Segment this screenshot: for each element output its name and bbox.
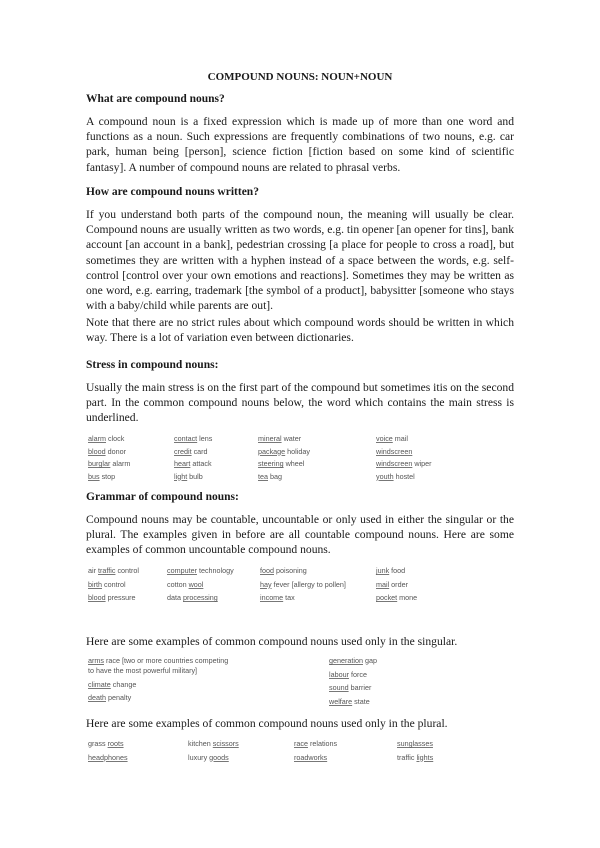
stressed-word: sunglasses	[397, 739, 433, 748]
stressed-word: climate	[88, 679, 111, 689]
paragraph-what: A compound noun is a fixed expression which is made up of more than one word and functions as a noun. Such expressions are frequently combinations of two nouns, e.g. car park, human being [person], science fiction [fiction based on some kind of scientific fantasy]. A number of compound nouns are related to phrasal verbs.	[86, 115, 514, 174]
stress-word-item: tea bag	[258, 471, 282, 481]
heading-how: How are compound nouns written?	[86, 186, 259, 198]
stressed-word: mineral	[258, 434, 282, 443]
plural-word-item: grass roots	[88, 739, 124, 748]
stress-word-item: blood donor	[88, 446, 126, 456]
stress-word-item: mineral water	[258, 434, 302, 443]
heading-stress: Stress in compound nouns:	[86, 359, 219, 371]
stressed-word: hay	[260, 579, 272, 589]
stress-word-item: package holiday	[258, 446, 310, 456]
stressed-word: traffic	[98, 566, 116, 575]
stressed-word: light	[174, 471, 188, 481]
stressed-word: burglar	[88, 459, 111, 468]
stressed-word: race	[294, 739, 308, 748]
singular-intro: Here are some examples of common compound nouns used only in the singular.	[86, 635, 458, 648]
stressed-word: goods	[209, 752, 229, 762]
plural-word-item: race relations	[294, 739, 338, 748]
stress-word-item: contact lens	[174, 434, 213, 443]
stressed-word: bus	[88, 471, 100, 481]
uncountable-word-item: birth control	[88, 579, 126, 589]
singular-word-item: to have the most powerful military]	[88, 666, 198, 675]
stress-word-item: voice mail	[376, 434, 408, 443]
stressed-word: package	[258, 446, 286, 456]
stressed-word: youth	[376, 471, 394, 481]
stress-word-item: bus stop	[88, 471, 116, 481]
stressed-word: junk	[376, 566, 390, 575]
stressed-word: heart	[174, 459, 191, 468]
uncountable-word-item: income tax	[260, 593, 295, 602]
stressed-word: contact	[174, 434, 198, 443]
plural-word-item	[88, 752, 128, 765]
stress-word-item: light bulb	[174, 471, 203, 481]
singular-word-item: arms race [two or more countries competing	[88, 656, 229, 665]
stressed-word: headphones	[88, 752, 128, 762]
stressed-word: windscreen	[376, 459, 413, 468]
stressed-word: roadworks	[294, 752, 328, 762]
paragraph-grammar: Compound nouns may be countable, uncountable or only used in either the singular or the plural. The examples given in before are all countable compound nouns. Here are some examples of common uncountable compound nouns.	[86, 513, 514, 557]
uncountable-word-item: mail order	[376, 579, 408, 589]
stress-word-item: windscreen wiper	[376, 459, 432, 468]
uncountable-word-item: food poisoning	[260, 566, 307, 575]
uncountable-word-item: computer technology	[167, 566, 234, 575]
stress-word-list	[88, 433, 516, 485]
stressed-word: wool	[188, 579, 204, 589]
stressed-word: welfare	[329, 696, 353, 706]
plural-word-item: luxury goods	[188, 752, 229, 762]
stress-word-item: credit card	[174, 446, 208, 456]
stressed-word: alarm	[88, 434, 106, 443]
uncountable-word-item: data processing	[167, 593, 218, 602]
uncountable-word-item: cotton wool	[167, 579, 204, 589]
stress-word-item: burglar alarm	[88, 459, 131, 468]
singular-word-list	[88, 655, 516, 711]
stress-word-item	[376, 446, 412, 459]
paragraph-stress: Usually the main stress is on the first part of the compound but sometimes itis on the second part. In the common compound nouns below, the word which contains the main stress is underlined.	[86, 381, 514, 425]
stressed-word: pocket	[376, 593, 398, 602]
singular-word-item: sound barrier	[329, 683, 372, 692]
stress-word-item: steering wheel	[258, 459, 305, 468]
stressed-word: credit	[174, 446, 192, 456]
plural-word-item	[294, 752, 327, 765]
stressed-word: voice	[376, 434, 393, 443]
stressed-word: blood	[88, 446, 106, 456]
plural-word-item: kitchen scissors	[188, 739, 239, 748]
plural-word-item	[397, 738, 433, 751]
stressed-word: sound	[329, 683, 349, 692]
stressed-word: lights	[416, 752, 434, 762]
stressed-word: arms	[88, 656, 104, 665]
stressed-word: death	[88, 693, 106, 702]
uncountable-word-list	[88, 565, 516, 605]
singular-word-item: climate change	[88, 679, 137, 689]
stressed-word: birth	[88, 579, 102, 589]
plural-intro: Here are some examples of common compound nouns used only in the plural.	[86, 717, 448, 730]
singular-word-item: death penalty	[88, 693, 132, 702]
stress-word-item: alarm clock	[88, 434, 125, 443]
plural-word-item: traffic lights	[397, 752, 434, 762]
singular-word-item: welfare state	[329, 696, 370, 706]
stressed-word: scissors	[212, 739, 239, 748]
stressed-word: generation	[329, 656, 363, 665]
stressed-word: blood	[88, 593, 106, 602]
singular-word-item: generation gap	[329, 656, 377, 665]
stressed-word: income	[260, 593, 284, 602]
stressed-word: steering	[258, 459, 284, 468]
uncountable-word-item: pocket mone	[376, 593, 418, 602]
stressed-word: mail	[376, 579, 390, 589]
stressed-word: processing	[183, 593, 218, 602]
paragraph-how-1: If you understand both parts of the compound noun, the meaning will usually be clear. Compound nouns are usually written as two words, e.g. tin opener [an opener for tins], bank account [an account in a bank], pedestrian crossing [a place for people to cross a road], but sometimes they are written with a hyphen instead of a space between the words, e.g. self-control [control over your own emotions and reactions]. Sometimes they may be written as one word, e.g. earring, trademark [the symbol of a product], babysitter [someone who stays with a baby/child while parents are out].	[86, 208, 514, 313]
singular-word-item: labour force	[329, 669, 367, 679]
uncountable-word-item: junk food	[376, 566, 406, 575]
paragraph-how-2: Note that there are no strict rules about which compound words should be written in which way. There is a lot of variation even between dictionaries.	[86, 316, 514, 345]
stressed-word: computer	[167, 566, 197, 575]
stress-word-item: youth hostel	[376, 471, 415, 481]
stressed-word: tea	[258, 471, 268, 481]
uncountable-word-item: hay fever [allergy to pollen]	[260, 579, 346, 589]
page-title: COMPOUND NOUNS: NOUN+NOUN	[207, 71, 393, 83]
plural-word-list	[88, 738, 516, 766]
stressed-word: windscreen	[376, 446, 413, 456]
heading-grammar: Grammar of compound nouns:	[86, 491, 239, 503]
heading-what: What are compound nouns?	[86, 93, 225, 105]
uncountable-word-item: air traffic control	[88, 566, 140, 575]
stressed-word: labour	[329, 669, 349, 679]
stressed-word: food	[260, 566, 274, 575]
stressed-word: roots	[107, 739, 124, 748]
stress-word-item: heart attack	[174, 459, 212, 468]
uncountable-word-item: blood pressure	[88, 593, 136, 602]
